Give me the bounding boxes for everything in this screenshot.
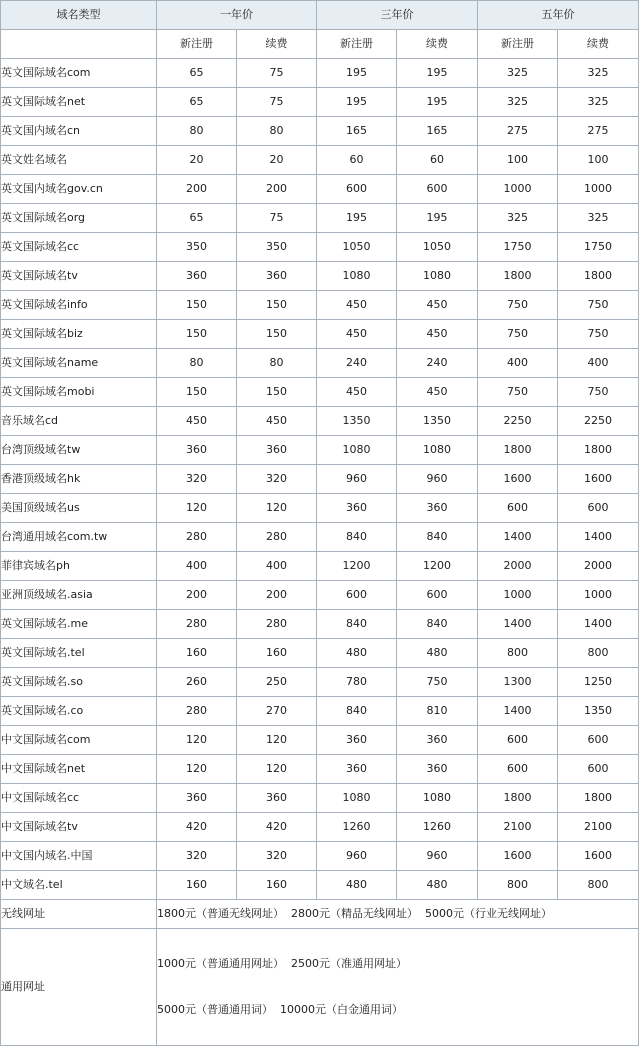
header-five-year: 五年价 [478,1,639,30]
price-cell: 1800 [478,262,558,291]
price-cell: 600 [478,755,558,784]
price-cell: 2250 [558,407,639,436]
price-cell: 195 [397,88,478,117]
domain-name-cell: 英文国际域名com [1,59,157,88]
price-cell: 1080 [397,262,478,291]
price-cell: 1400 [478,610,558,639]
table-row [1,204,639,233]
price-cell: 1080 [397,784,478,813]
price-cell: 200 [237,175,317,204]
table-row [1,320,639,349]
price-cell: 1000 [558,175,639,204]
table-row [1,378,639,407]
price-cell: 270 [237,697,317,726]
table-row [1,639,639,668]
price-cell: 1050 [317,233,397,262]
table-row [1,175,639,204]
price-cell: 420 [157,813,237,842]
price-cell: 325 [558,204,639,233]
domain-name-cell: 英文国际域名mobi [1,378,157,407]
price-cell: 60 [317,146,397,175]
table-row [1,610,639,639]
price-cell: 75 [237,59,317,88]
header-domain-type: 域名类型 [1,1,157,30]
price-cell: 360 [237,436,317,465]
price-cell: 420 [237,813,317,842]
price-cell: 1800 [558,784,639,813]
price-cell: 150 [237,320,317,349]
table-row [1,407,639,436]
price-cell: 1300 [478,668,558,697]
domain-name-cell: 英文国际域名name [1,349,157,378]
price-cell: 800 [478,871,558,900]
header-three-year: 三年价 [317,1,478,30]
price-cell: 840 [397,523,478,552]
price-cell: 195 [397,204,478,233]
price-cell: 160 [157,871,237,900]
price-cell: 450 [397,291,478,320]
price-cell: 840 [317,523,397,552]
price-cell: 65 [157,204,237,233]
price-cell: 240 [317,349,397,378]
price-cell: 280 [157,610,237,639]
universal-row [1,929,639,1046]
table-row [1,813,639,842]
price-cell: 2250 [478,407,558,436]
domain-name-cell: 英文国际域名info [1,291,157,320]
price-cell: 1800 [478,784,558,813]
domain-name-cell: 中文域名.tel [1,871,157,900]
domain-name-cell: 中文国内域名.中国 [1,842,157,871]
header-one-year: 一年价 [157,1,317,30]
price-cell: 75 [237,204,317,233]
price-cell: 750 [558,378,639,407]
domain-name-cell: 英文姓名域名 [1,146,157,175]
table-row [1,465,639,494]
price-cell: 320 [157,842,237,871]
price-cell: 360 [317,494,397,523]
table-row [1,581,639,610]
price-cell: 160 [237,871,317,900]
price-cell: 360 [237,262,317,291]
price-cell: 280 [237,523,317,552]
table-row [1,552,639,581]
wireless-row [1,900,639,929]
table-row [1,697,639,726]
domain-name-cell: 中文国际域名tv [1,813,157,842]
price-cell: 1400 [558,523,639,552]
price-cell: 1260 [397,813,478,842]
subheader-renew: 续费 [558,30,639,59]
price-cell: 360 [397,755,478,784]
price-cell: 65 [157,88,237,117]
subheader-new: 新注册 [317,30,397,59]
price-cell: 360 [397,726,478,755]
domain-name-cell: 中文国际域名net [1,755,157,784]
price-cell: 325 [558,88,639,117]
price-cell: 960 [317,465,397,494]
domain-name-cell: 英文国内域名gov.cn [1,175,157,204]
price-cell: 120 [157,494,237,523]
price-cell: 2000 [558,552,639,581]
price-cell: 1250 [558,668,639,697]
price-cell: 275 [478,117,558,146]
price-cell: 165 [397,117,478,146]
price-cell: 840 [317,610,397,639]
price-cell: 2100 [558,813,639,842]
subheader-renew: 续费 [397,30,478,59]
subheader-renew: 续费 [237,30,317,59]
price-cell: 200 [157,175,237,204]
price-cell: 400 [157,552,237,581]
price-cell: 600 [397,581,478,610]
domain-name-cell: 中文国际域名com [1,726,157,755]
price-cell: 1200 [397,552,478,581]
price-cell: 60 [397,146,478,175]
price-cell: 75 [237,88,317,117]
table-row [1,146,639,175]
wireless-prices: 1800元（普通无线网址） 2800元（精品无线网址） 5000元（行业无线网址） [157,900,639,929]
price-cell: 600 [397,175,478,204]
domain-name-cell: 音乐域名cd [1,407,157,436]
table-row [1,755,639,784]
price-cell: 450 [317,291,397,320]
price-cell: 1000 [478,175,558,204]
price-cell: 325 [478,88,558,117]
table-row [1,88,639,117]
price-cell: 360 [157,784,237,813]
price-cell: 1350 [397,407,478,436]
price-cell: 275 [558,117,639,146]
table-row [1,436,639,465]
table-row [1,842,639,871]
price-cell: 80 [157,117,237,146]
price-cell: 1800 [558,262,639,291]
price-cell: 450 [397,378,478,407]
subheader-new: 新注册 [157,30,237,59]
price-cell: 2000 [478,552,558,581]
price-cell: 160 [237,639,317,668]
price-cell: 250 [237,668,317,697]
price-cell: 800 [558,639,639,668]
table-row [1,784,639,813]
price-cell: 960 [397,842,478,871]
price-cell: 165 [317,117,397,146]
price-cell: 480 [397,639,478,668]
table-row [1,349,639,378]
price-cell: 1260 [317,813,397,842]
price-cell: 1080 [317,784,397,813]
price-cell: 1200 [317,552,397,581]
price-cell: 1350 [558,697,639,726]
price-cell: 750 [558,291,639,320]
domain-name-cell: 台湾顶级域名tw [1,436,157,465]
price-cell: 195 [317,59,397,88]
table-row [1,262,639,291]
price-cell: 150 [157,291,237,320]
price-cell: 280 [237,610,317,639]
price-cell: 400 [558,349,639,378]
price-cell: 800 [478,639,558,668]
price-cell: 450 [157,407,237,436]
price-cell: 840 [397,610,478,639]
price-cell: 1750 [558,233,639,262]
price-cell: 960 [397,465,478,494]
price-cell: 840 [317,697,397,726]
table-row [1,523,639,552]
price-cell: 1600 [478,465,558,494]
price-cell: 260 [157,668,237,697]
universal-line-2: 5000元（普通通用词） 10000元（白金通用词） [157,1003,403,1016]
price-cell: 20 [237,146,317,175]
price-cell: 1000 [478,581,558,610]
price-cell: 600 [558,755,639,784]
price-cell: 200 [157,581,237,610]
domain-name-cell: 中文国际域名cc [1,784,157,813]
price-cell: 280 [157,523,237,552]
price-cell: 450 [317,378,397,407]
price-cell: 1400 [478,523,558,552]
price-cell: 325 [558,59,639,88]
price-cell: 65 [157,59,237,88]
domain-name-cell: 亚洲顶级域名.asia [1,581,157,610]
price-cell: 450 [317,320,397,349]
domain-name-cell: 菲律宾域名ph [1,552,157,581]
table-row [1,871,639,900]
price-cell: 750 [478,320,558,349]
price-cell: 2100 [478,813,558,842]
price-cell: 120 [157,755,237,784]
price-cell: 750 [558,320,639,349]
table-row [1,494,639,523]
domain-name-cell: 英文国际域名.tel [1,639,157,668]
price-cell: 280 [157,697,237,726]
header-row [1,1,639,30]
price-cell: 1400 [478,697,558,726]
domain-name-cell: 英文国际域名tv [1,262,157,291]
price-cell: 1000 [558,581,639,610]
price-cell: 1800 [478,436,558,465]
price-cell: 320 [157,465,237,494]
price-cell: 360 [157,436,237,465]
domain-name-cell: 台湾通用域名com.tw [1,523,157,552]
domain-name-cell: 英文国际域名.me [1,610,157,639]
table-row [1,668,639,697]
price-cell: 810 [397,697,478,726]
price-cell: 195 [317,88,397,117]
price-cell: 400 [237,552,317,581]
price-cell: 360 [157,262,237,291]
universal-line-1: 1000元（普通通用网址） 2500元（准通用网址） [157,957,407,970]
price-cell: 120 [237,726,317,755]
price-cell: 750 [397,668,478,697]
price-cell: 100 [558,146,639,175]
price-cell: 800 [558,871,639,900]
price-cell: 150 [237,378,317,407]
domain-name-cell: 美国顶级域名us [1,494,157,523]
price-cell: 325 [478,59,558,88]
price-cell: 1400 [558,610,639,639]
price-cell: 600 [478,726,558,755]
wireless-name: 无线网址 [1,900,157,929]
price-cell: 120 [157,726,237,755]
price-cell: 195 [317,204,397,233]
domain-name-cell: 英文国际域名net [1,88,157,117]
subheader-new: 新注册 [478,30,558,59]
price-cell: 600 [558,726,639,755]
universal-prices [157,929,639,1046]
domain-name-cell: 英文国际域名.co [1,697,157,726]
price-cell: 480 [397,871,478,900]
price-cell: 320 [237,465,317,494]
price-cell: 400 [478,349,558,378]
price-cell: 1080 [317,262,397,291]
universal-name: 通用网址 [1,929,157,1046]
price-cell: 1350 [317,407,397,436]
price-cell: 480 [317,639,397,668]
price-cell: 240 [397,349,478,378]
price-cell: 1600 [558,842,639,871]
price-cell: 325 [478,204,558,233]
price-cell: 160 [157,639,237,668]
price-cell: 360 [237,784,317,813]
price-cell: 750 [478,378,558,407]
price-cell: 1750 [478,233,558,262]
price-cell: 360 [397,494,478,523]
price-cell: 200 [237,581,317,610]
price-cell: 1080 [317,436,397,465]
table-row [1,233,639,262]
price-cell: 150 [157,320,237,349]
price-cell: 480 [317,871,397,900]
price-cell: 150 [157,378,237,407]
price-cell: 320 [237,842,317,871]
price-cell: 1800 [558,436,639,465]
price-cell: 600 [317,175,397,204]
price-cell: 195 [397,59,478,88]
price-cell: 780 [317,668,397,697]
domain-name-cell: 英文国际域名org [1,204,157,233]
domain-name-cell: 英文国际域名biz [1,320,157,349]
price-cell: 120 [237,755,317,784]
domain-name-cell: 英文国内域名cn [1,117,157,146]
domain-name-cell: 英文国际域名cc [1,233,157,262]
subheader-row [1,30,639,59]
price-cell: 360 [317,726,397,755]
price-cell: 360 [317,755,397,784]
price-cell: 80 [237,117,317,146]
table-row [1,726,639,755]
table-row [1,291,639,320]
price-cell: 1600 [478,842,558,871]
price-cell: 600 [317,581,397,610]
domain-name-cell: 香港顶级域名hk [1,465,157,494]
price-cell: 750 [478,291,558,320]
price-cell: 1600 [558,465,639,494]
price-cell: 1080 [397,436,478,465]
price-cell: 450 [397,320,478,349]
price-cell: 150 [237,291,317,320]
price-cell: 120 [237,494,317,523]
price-cell: 80 [237,349,317,378]
price-cell: 350 [237,233,317,262]
domain-name-cell: 英文国际域名.so [1,668,157,697]
price-cell: 450 [237,407,317,436]
table-row [1,59,639,88]
price-cell: 20 [157,146,237,175]
price-cell: 350 [157,233,237,262]
table-row [1,117,639,146]
price-cell: 600 [558,494,639,523]
price-cell: 80 [157,349,237,378]
price-cell: 960 [317,842,397,871]
price-cell: 100 [478,146,558,175]
price-cell: 1050 [397,233,478,262]
price-cell: 600 [478,494,558,523]
subheader-empty [1,30,157,59]
